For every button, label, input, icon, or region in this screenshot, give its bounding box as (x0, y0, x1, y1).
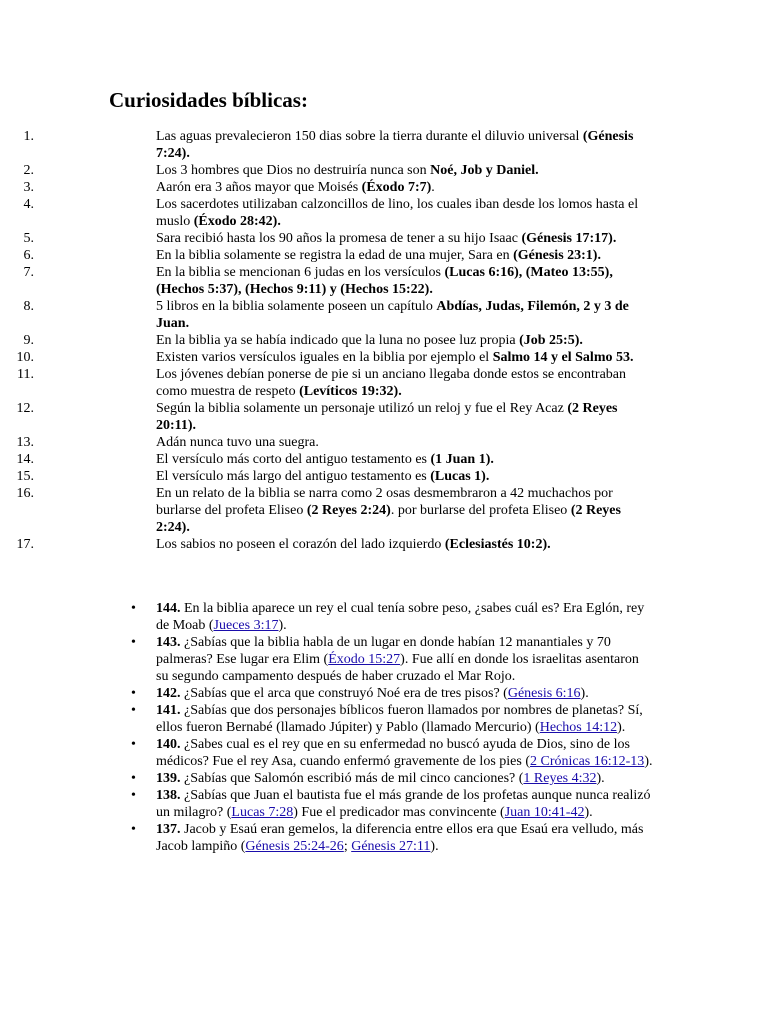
list-item (0, 434, 654, 451)
item-text-suffix: . (431, 180, 435, 195)
item-text-suffix: . por burlarse del profeta Eliseo (390, 503, 571, 518)
bullet-icon (131, 770, 136, 787)
bullet-item (0, 821, 654, 855)
item-text: ). (596, 771, 605, 786)
item-number: 11. (17, 367, 34, 382)
item-text: ). (580, 686, 589, 701)
item-number: 15. (16, 469, 34, 484)
numbered-list (0, 128, 768, 553)
curiosity-number: 142. (156, 686, 181, 701)
verse-link[interactable]: 2 Crónicas 16:12-13 (529, 754, 645, 769)
verse-link[interactable]: 1 Reyes 4:32 (523, 771, 597, 786)
item-reference: (Génesis 17:17). (521, 231, 617, 246)
bullet-icon (131, 634, 136, 651)
list-item (0, 536, 654, 553)
item-text: Jacob y Esaú eran gemelos, la diferencia entre ellos era que Esaú era velludo, más Jacob lampiño ( (156, 822, 644, 854)
curiosity-number: 140. (156, 737, 181, 752)
item-reference: (1 Juan 1). (430, 452, 494, 467)
curiosity-number: 138. (156, 788, 181, 803)
bullet-item (0, 736, 654, 770)
item-text: Aarón era 3 años mayor que Moisés (156, 180, 362, 195)
item-reference: (Génesis 7:24). (156, 129, 634, 161)
item-number: 4. (23, 197, 34, 212)
item-number: 3. (23, 180, 34, 195)
bullet-icon (131, 787, 136, 804)
item-text: ) Fue el predicador mas convincente ( (293, 805, 505, 820)
item-reference: Noé, Job y Daniel. (430, 163, 539, 178)
list-item (0, 349, 654, 366)
item-text: ). Fue allí en donde los israelitas asentaron su segundo campamento después de haber cruzado el Mar Rojo. (156, 652, 639, 684)
item-text: Los jóvenes debían ponerse de pie si un anciano llegaba donde estos se encontraban como muestra de respeto (156, 367, 627, 399)
item-number: 1. (23, 129, 34, 144)
item-text: ¿Sabes cual es el rey que en su enfermedad no buscó ayuda de Dios, sino de los médicos? Fue el rey Asa, cuando enfermó gravemente de los pies ( (156, 737, 630, 769)
verse-link[interactable]: Génesis 27:11 (351, 839, 431, 854)
list-item (0, 128, 654, 162)
curiosity-number: 144. (156, 601, 181, 616)
bullet-icon (131, 685, 136, 702)
item-number: 9. (23, 333, 34, 348)
list-item (0, 400, 654, 434)
item-text: En la biblia solamente se registra la edad de una mujer, Sara en (156, 248, 514, 263)
item-text: Los sacerdotes utilizaban calzoncillos de lino, los cuales iban desde los lomos hasta el muslo (156, 197, 639, 229)
verse-link[interactable]: Jueces 3:17 (213, 618, 279, 633)
list-item (0, 162, 654, 179)
item-text: ). (584, 805, 593, 820)
item-text: El versículo más corto del antiguo testamento es (156, 452, 431, 467)
item-reference: (2 Reyes 2:24) (306, 503, 391, 518)
item-text: En la biblia ya se había indicado que la luna no posee luz propia (156, 333, 520, 348)
item-number: 17. (16, 537, 34, 552)
item-reference: (Lucas 6:16), (Mateo 13:55), (Hechos 5:37), (Hechos 9:11) y (Hechos 15:22). (156, 265, 613, 297)
item-reference: (Lucas 1). (430, 469, 490, 484)
item-number: 5. (23, 231, 34, 246)
item-reference: (Job 25:5). (519, 333, 583, 348)
item-reference: (Génesis 23:1). (513, 248, 601, 263)
item-text: Según la biblia solamente un personaje utilizó un reloj y fue el Rey Acaz (156, 401, 568, 416)
bullet-icon (131, 736, 136, 753)
item-number: 12. (16, 401, 34, 416)
list-item (0, 264, 654, 298)
bullet-item (0, 787, 654, 821)
item-number: 16. (16, 486, 34, 501)
verse-link[interactable]: Juan 10:41-42 (504, 805, 585, 820)
list-item (0, 332, 654, 349)
curiosity-number: 139. (156, 771, 181, 786)
item-number: 7. (23, 265, 34, 280)
bullet-item (0, 600, 654, 634)
item-number: 6. (23, 248, 34, 263)
item-reference: (Eclesiastés 10:2). (444, 537, 551, 552)
verse-link[interactable]: Hechos 14:12 (539, 720, 618, 735)
item-number: 10. (16, 350, 34, 365)
bullet-item (0, 685, 654, 702)
bullet-item (0, 702, 654, 736)
item-text: ). (644, 754, 653, 769)
item-text: ). (278, 618, 287, 633)
item-text: 5 libros en la biblia solamente poseen un capítulo (156, 299, 437, 314)
bullet-icon (131, 821, 136, 838)
list-item (0, 247, 654, 264)
item-text: Existen varios versículos iguales en la biblia por ejemplo el (156, 350, 493, 365)
item-reference: (Éxodo 28:42). (193, 214, 281, 229)
list-item (0, 485, 654, 536)
list-item (0, 468, 654, 485)
item-number: 14. (16, 452, 34, 467)
item-text: Los 3 hombres que Dios no destruiría nunca son (156, 163, 431, 178)
item-number: 13. (16, 435, 34, 450)
item-reference: Abdías, Judas, Filemón, 2 y 3 de Juan. (156, 299, 629, 331)
item-text: ¿Sabías que la biblia habla de un lugar en donde habían 12 manantiales y 70 palmeras? Ese lugar era Elim ( (156, 635, 611, 667)
item-text: Los sabios no poseen el corazón del lado izquierdo (156, 537, 445, 552)
item-text: Adán nunca tuvo una suegra. (156, 435, 319, 450)
item-reference: (2 Reyes 20:11). (156, 401, 618, 433)
item-text: Sara recibió hasta los 90 años la promesa de tener a su hijo Isaac (156, 231, 522, 246)
item-reference: (Levíticos 19:32). (299, 384, 402, 399)
verse-link[interactable]: Génesis 25:24-26 (245, 839, 344, 854)
bullet-item (0, 770, 654, 787)
list-item (0, 451, 654, 468)
item-text: ). (430, 839, 439, 854)
item-text: ¿Sabías que Salomón escribió más de mil cinco canciones? ( (180, 771, 524, 786)
bullet-item (0, 634, 654, 685)
bullet-icon (131, 600, 136, 617)
item-text: ). (617, 720, 626, 735)
item-text: ¿Sabías que dos personajes bíblicos fueron llamados por nombres de planetas? Sí, ellos fueron Bernabé (llamado Júpiter) y Pablo (llamado Mercurio) ( (156, 703, 643, 735)
list-item (0, 366, 654, 400)
verse-link[interactable]: Éxodo 15:27 (328, 652, 401, 667)
item-text: ¿Sabías que Juan el bautista fue el más grande de los profetas aunque nunca realizó un milagro? ( (156, 788, 651, 820)
list-item (0, 196, 654, 230)
list-item (0, 179, 654, 196)
item-text: ¿Sabías que el arca que construyó Noé era de tres pisos? ( (180, 686, 508, 701)
item-text: El versículo más largo del antiguo testamento es (156, 469, 431, 484)
verse-link[interactable]: Génesis 6:16 (507, 686, 581, 701)
item-text: En la biblia se mencionan 6 judas en los versículos (156, 265, 445, 280)
list-item (0, 298, 654, 332)
list-item (0, 230, 654, 247)
page-title: Curiosidades bíblicas: (109, 88, 308, 112)
curiosity-number: 143. (156, 635, 181, 650)
bullet-icon (131, 702, 136, 719)
curiosity-number: 137. (156, 822, 181, 837)
bulleted-list (0, 600, 768, 855)
item-text: Las aguas prevalecieron 150 dias sobre la tierra durante el diluvio universal (156, 129, 583, 144)
item-text: En un relato de la biblia se narra como 2 osas desmembraron a 42 muchachos por burlarse del profeta Eliseo (156, 486, 613, 518)
item-reference-2: (2 Reyes 2:24). (156, 503, 621, 535)
verse-link[interactable]: Lucas 7:28 (231, 805, 294, 820)
item-text: En la biblia aparece un rey el cual tenía sobre peso, ¿sabes cuál es? Era Eglón, rey de Moab ( (156, 601, 645, 633)
item-reference: (Éxodo 7:7) (361, 180, 432, 195)
item-number: 2. (23, 163, 34, 178)
item-number: 8. (23, 299, 34, 314)
item-reference: Salmo 14 y el Salmo 53. (492, 350, 634, 365)
curiosity-number: 141. (156, 703, 181, 718)
item-text: ; (343, 839, 352, 854)
